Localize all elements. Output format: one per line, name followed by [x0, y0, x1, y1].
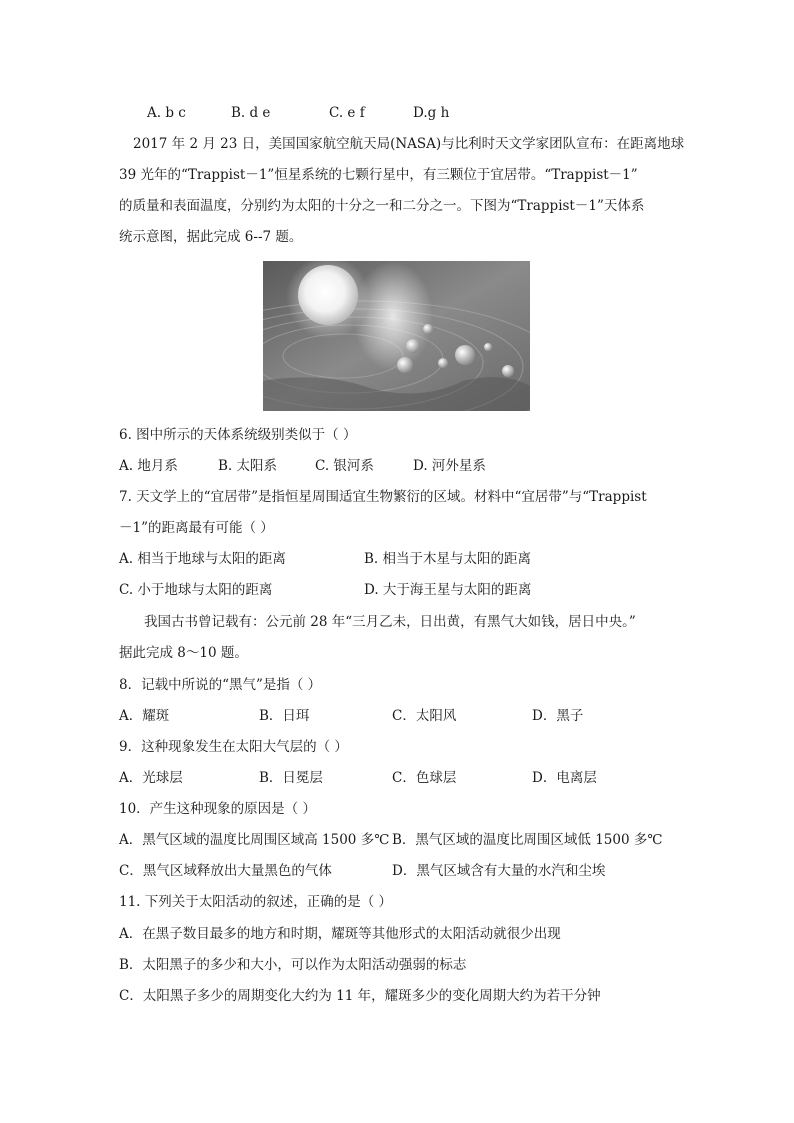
q9-option-a: A．光球层	[119, 770, 183, 786]
intro2-line-2: 据此完成 8～10 题。	[119, 645, 248, 661]
q9-option-b: B．日冕层	[259, 770, 323, 786]
option-c-top: C. e f	[329, 105, 365, 121]
q7-option-a: A. 相当于地球与太阳的距离	[119, 551, 286, 567]
q11-option-b: B．太阳黑子的多少和大小，可以作为太阳活动强弱的标志	[119, 957, 467, 973]
q6-option-c: C. 银河系	[315, 458, 374, 474]
intro-line-3: 的质量和表面温度，分别约为太阳的十分之一和二分之一。下图为“Trappist－1”天体系	[119, 198, 645, 214]
q8-option-a: A．耀斑	[119, 708, 170, 724]
q6-option-b: B. 太阳系	[218, 458, 278, 474]
trappist-system-image	[263, 261, 530, 411]
option-b-top: B. d e	[231, 105, 271, 121]
q7-stem-line-2: －1”的距离最有可能（ ）	[119, 520, 274, 536]
q11-option-a: A．在黑子数目最多的地方和时期，耀斑等其他形式的太阳活动就很少出现	[119, 926, 561, 942]
intro-line-4: 统示意图，据此完成 6--7 题。	[119, 229, 303, 245]
option-d-top: D.g h	[413, 105, 450, 121]
q10-option-c: C．黑气区域释放出大量黑色的气体	[119, 863, 332, 879]
q8-option-b: B．日珥	[259, 708, 310, 724]
q9-stem: 9．这种现象发生在太阳大气层的（ ）	[119, 739, 348, 755]
q7-option-c: C. 小于地球与太阳的距离	[119, 582, 273, 598]
q10-option-a: A．黑气区域的温度比周围区域高 1500 多℃	[119, 832, 390, 848]
intro2-line-1: 我国古书曾记载有：公元前 28 年“三月乙未，日出黄，有黑气大如钱，居日中央。”	[144, 614, 636, 630]
q8-stem: 8．记载中所说的“黑气”是指（ ）	[119, 677, 322, 693]
q8-option-d: D．黑子	[532, 708, 584, 724]
q10-option-d: D．黑气区域含有大量的水汽和尘埃	[392, 863, 606, 879]
q7-option-b: B. 相当于木星与太阳的距离	[364, 551, 532, 567]
q11-stem: 11. 下列关于太阳活动的叙述，正确的是（ ）	[119, 894, 393, 910]
q11-option-c: C．太阳黑子多少的周期变化大约为 11 年，耀斑多少的变化周期大约为若干分钟	[119, 988, 601, 1004]
q7-stem-line-1: 7. 天文学上的“宜居带”是指恒星周围适宜生物繁衍的区域。材料中“宜居带”与“Trappist	[119, 489, 647, 505]
intro-line-1: 2017 年 2 月 23 日，美国国家航空航天局(NASA)与比利时天文学家团队宣布：在距离地球	[133, 136, 685, 152]
q7-option-d: D. 大于海王星与太阳的距离	[364, 582, 532, 598]
q9-option-d: D．电离层	[532, 770, 597, 786]
option-a-top: A. b c	[147, 105, 186, 121]
q10-option-b: B．黑气区域的温度比周围区域低 1500 多℃	[392, 832, 663, 848]
intro-line-2: 39 光年的“Trappist－1”恒星系统的七颗行星中，有三颗位于宜居带。“Trappist－1”	[119, 167, 638, 183]
q9-option-c: C．色球层	[392, 770, 457, 786]
q6-option-a: A. 地月系	[119, 458, 178, 474]
q6-option-d: D. 河外星系	[413, 458, 486, 474]
q10-stem: 10．产生这种现象的原因是（ ）	[119, 801, 316, 817]
q8-option-c: C．太阳风	[392, 708, 457, 724]
q6-stem: 6. 图中所示的天体系统级别类似于（ ）	[119, 427, 357, 443]
